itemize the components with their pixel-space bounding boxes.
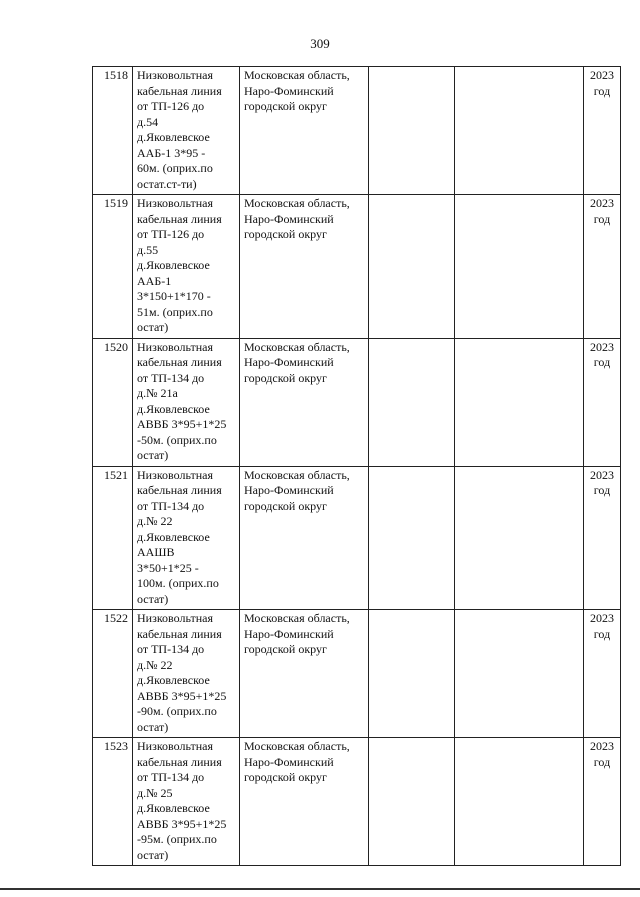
location-cell: Московская область, Наро-Фоминский городской округ bbox=[240, 610, 369, 738]
row-number-cell: 1518 bbox=[93, 67, 133, 195]
row-number-cell: 1522 bbox=[93, 610, 133, 738]
location-cell: Московская область, Наро-Фоминский городской округ bbox=[240, 738, 369, 866]
empty-cell bbox=[369, 610, 455, 738]
table-row bbox=[93, 67, 621, 195]
row-number-cell: 1523 bbox=[93, 738, 133, 866]
empty-cell bbox=[455, 67, 584, 195]
page-bottom-rule bbox=[0, 888, 640, 890]
empty-cell bbox=[369, 338, 455, 466]
year-cell: 2023 год bbox=[584, 466, 621, 610]
location-cell: Московская область, Наро-Фоминский городской округ bbox=[240, 67, 369, 195]
location-cell: Московская область, Наро-Фоминский городской округ bbox=[240, 338, 369, 466]
object-name-cell: Низковольтная кабельная линия от ТП-134 до д.№ 22 д.Яковлевское АВВБ 3*95+1*25 -90м. (оприх.по остат) bbox=[133, 610, 240, 738]
property-registry-table bbox=[92, 66, 621, 866]
location-cell: Московская область, Наро-Фоминский городской округ bbox=[240, 195, 369, 339]
object-name-cell: Низковольтная кабельная линия от ТП-134 до д.№ 25 д.Яковлевское АВВБ 3*95+1*25 -95м. (оприх.по остат) bbox=[133, 738, 240, 866]
table-row bbox=[93, 338, 621, 466]
empty-cell bbox=[455, 738, 584, 866]
empty-cell bbox=[455, 338, 584, 466]
year-cell: 2023 год bbox=[584, 738, 621, 866]
object-name-cell: Низковольтная кабельная линия от ТП-134 до д.№ 22 д.Яковлевское ААШВ 3*50+1*25 - 100м. (оприх.по остат) bbox=[133, 466, 240, 610]
table-row bbox=[93, 466, 621, 610]
empty-cell bbox=[369, 195, 455, 339]
row-number-cell: 1520 bbox=[93, 338, 133, 466]
empty-cell bbox=[455, 466, 584, 610]
table-row bbox=[93, 610, 621, 738]
year-cell: 2023 год bbox=[584, 610, 621, 738]
row-number-cell: 1521 bbox=[93, 466, 133, 610]
empty-cell bbox=[455, 610, 584, 738]
object-name-cell: Низковольтная кабельная линия от ТП-126 до д.54 д.Яковлевское ААБ-1 3*95 - 60м. (оприх.по остат.ст-ти) bbox=[133, 67, 240, 195]
empty-cell bbox=[455, 195, 584, 339]
empty-cell bbox=[369, 738, 455, 866]
year-cell: 2023 год bbox=[584, 338, 621, 466]
object-name-cell: Низковольтная кабельная линия от ТП-126 до д.55 д.Яковлевское ААБ-1 3*150+1*170 - 51м. (оприх.по остат) bbox=[133, 195, 240, 339]
year-cell: 2023 год bbox=[584, 195, 621, 339]
registry-table-body bbox=[93, 67, 621, 866]
empty-cell bbox=[369, 466, 455, 610]
empty-cell bbox=[369, 67, 455, 195]
object-name-cell: Низковольтная кабельная линия от ТП-134 до д.№ 21а д.Яковлевское АВВБ 3*95+1*25 -50м. (оприх.по остат) bbox=[133, 338, 240, 466]
table-row bbox=[93, 195, 621, 339]
year-cell: 2023 год bbox=[584, 67, 621, 195]
location-cell: Московская область, Наро-Фоминский городской округ bbox=[240, 466, 369, 610]
page-number: 309 bbox=[310, 36, 330, 51]
table-row bbox=[93, 738, 621, 866]
row-number-cell: 1519 bbox=[93, 195, 133, 339]
